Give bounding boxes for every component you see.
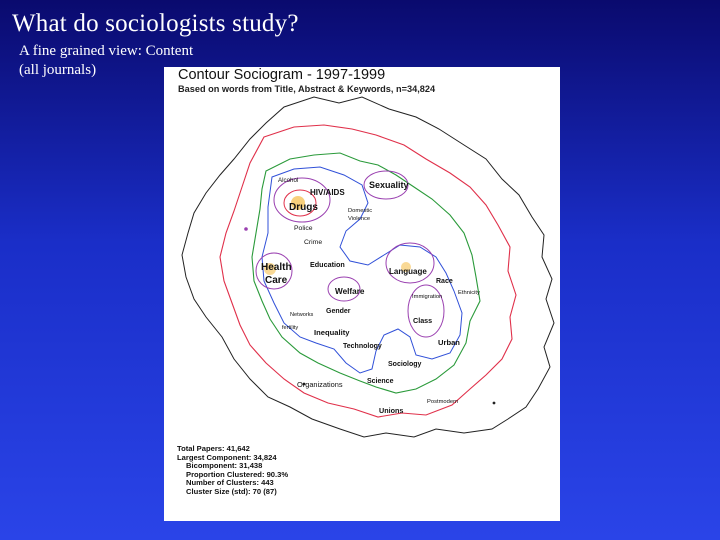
purple-contour-class (408, 285, 444, 337)
stat-cluster-size: Cluster Size (std): 70 (87) (186, 486, 277, 496)
label-sociology: Sociology (388, 361, 422, 368)
label-unions: Unions (379, 406, 404, 415)
outer-contour (182, 97, 554, 437)
label-postmodern: Postmodern (427, 399, 459, 405)
stat-total-papers: Total Papers: 41,642 (177, 444, 250, 453)
label-education: Education (310, 260, 345, 269)
label-inequality: Inequality (314, 328, 350, 337)
label-hiv: HIV/AIDS (310, 188, 345, 197)
speck (244, 227, 248, 231)
label-organizations: Organizations (297, 380, 343, 389)
label-technology: Technology (343, 343, 382, 350)
label-urban: Urban (438, 338, 460, 347)
subtitle-line-2: (all journals) (19, 62, 97, 78)
label-gender: Gender (326, 308, 351, 315)
stat-largest-component: Largest Component: 34,824 (177, 452, 277, 462)
stat-bicomponent: Bicomponent: 31,438 (186, 461, 263, 471)
label-class: Class (413, 316, 433, 325)
label-networks: Networks (290, 312, 314, 318)
label-drugs: Drugs (289, 202, 318, 213)
label-alcohol: Alcohol (278, 177, 299, 184)
label-welfare: Welfare (335, 287, 365, 296)
label-health-1: Health (261, 262, 292, 273)
figure-title: Contour Sociogram - 1997-1999 (178, 67, 386, 83)
purple-contour-language (386, 243, 434, 283)
contour-sociogram-figure (164, 67, 560, 521)
label-health-2: Care (265, 275, 288, 286)
label-fertility: fertility (282, 325, 299, 331)
stat-clusters: Number of Clusters: 443 (186, 478, 274, 488)
subtitle-line-1: A fine grained view: Content (19, 43, 194, 59)
label-race: Race (436, 278, 453, 285)
label-immigration: Immigration (412, 294, 443, 300)
stats-block (177, 445, 288, 497)
label-ethnicity: Ethnicity (458, 290, 480, 296)
speck (493, 402, 496, 405)
label-police: Police (294, 225, 313, 232)
label-crime: Crime (304, 239, 323, 246)
label-language: Language (389, 267, 427, 276)
label-domestic-2: Violence (348, 216, 371, 222)
label-science: Science (367, 378, 394, 385)
stat-proportion: Proportion Clustered: 90.3% (186, 469, 289, 479)
label-domestic-1: Domestic (348, 208, 373, 214)
figure-subtitle: Based on words from Title, Abstract & Keywords, n=34,824 (178, 84, 436, 94)
slide-title: What do sociologists study? (12, 10, 299, 37)
label-sexuality: Sexuality (369, 180, 409, 190)
